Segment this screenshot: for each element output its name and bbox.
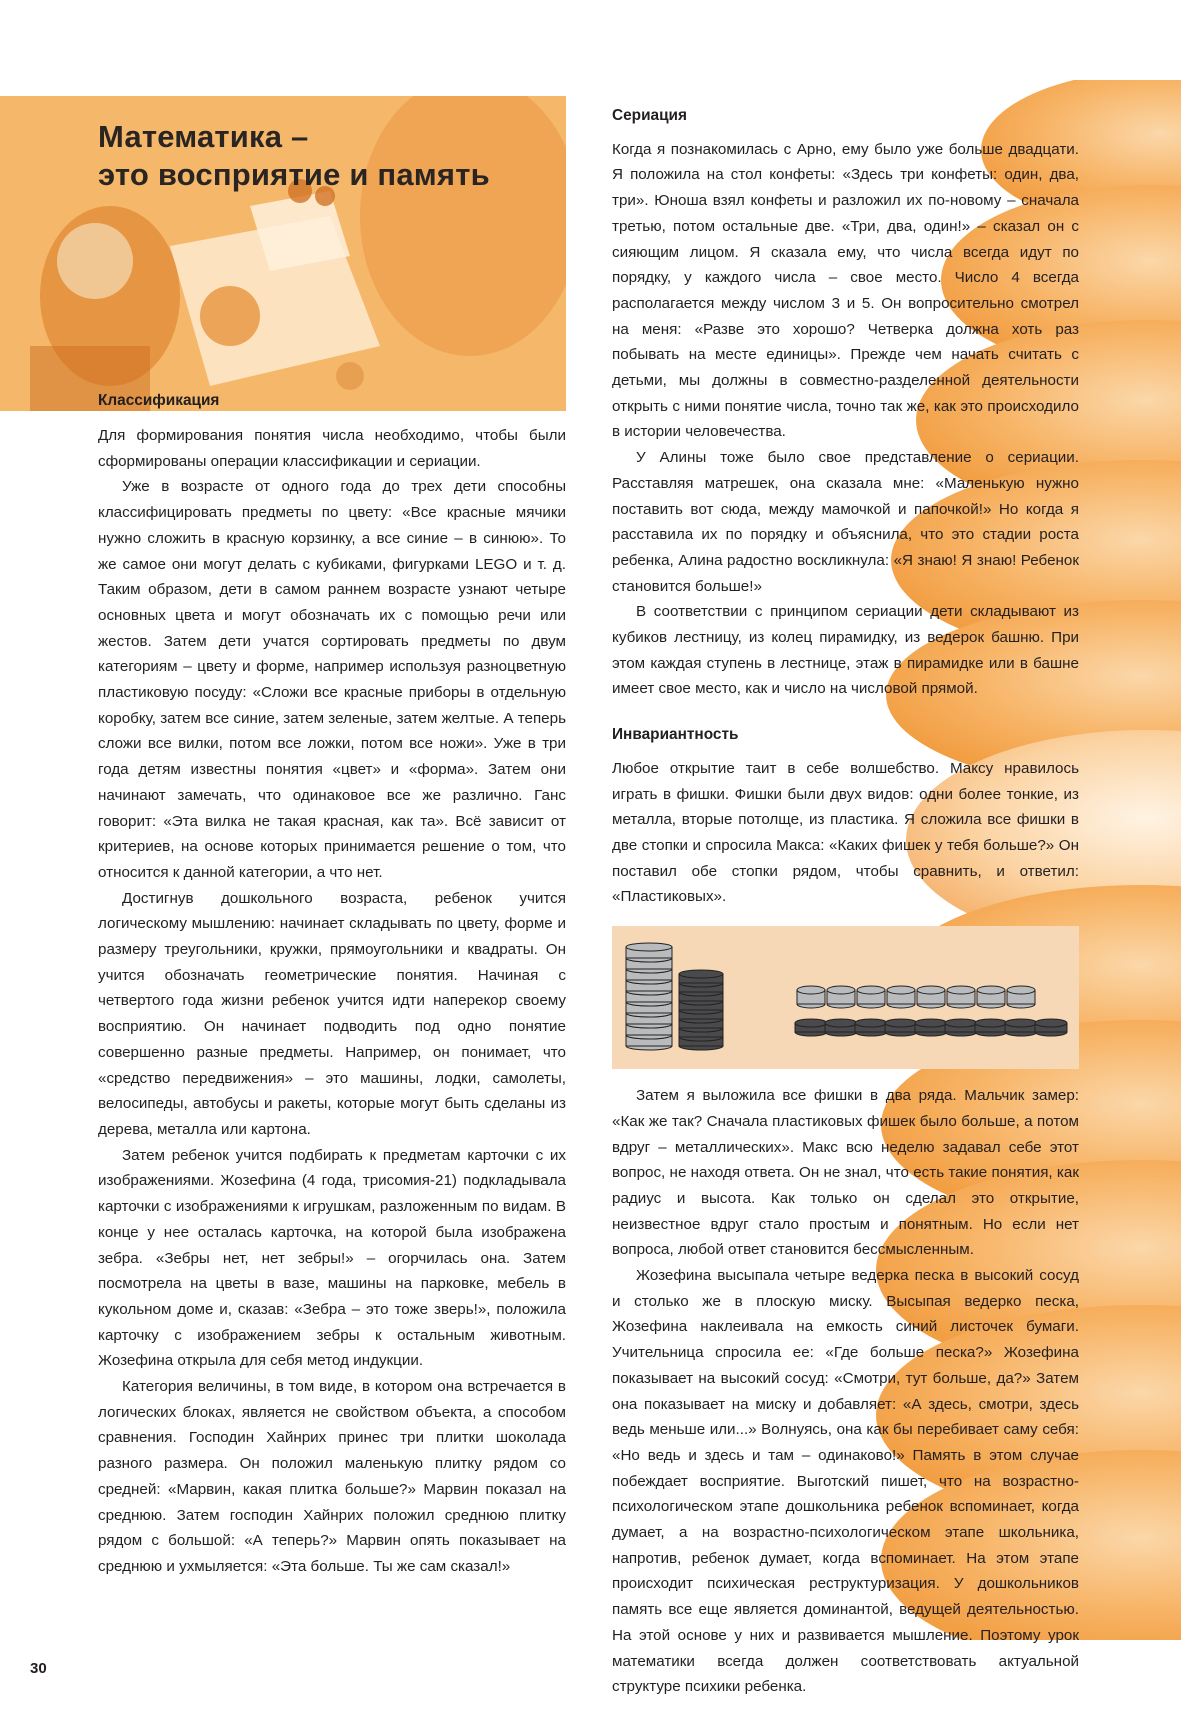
right-column [612,103,1079,1700]
metal-chip-row [915,1019,947,1036]
metal-chip-row [885,1019,917,1036]
metal-chip-row [975,1019,1007,1036]
paragraph: Когда я познакомилась с Арно, ему было уже больше двадцати. Я положила на стол конфеты: «Здесь три конфеты: один, два, три». Юноша взял конфеты и разложил их по-новому – сначала третью, потом остальные две. «Три, два, один!» – сказал он с сияющим лицом. Я сказала ему, что числа всегда идут по порядку, у каждого числа – свое место. Число 4 всегда располагается между числом 3 и 5. Он вопросительно смотрел на меня: «Разве это хорошо? Четверка должна хоть раз побывать на месте единицы». Прежде чем начать считать с детьми, мы должны в совместно-разделенной деятельности открыть с ними понятие числа, точно так же, как это происходило в истории человечества. [612,140,1079,441]
plastic-chip-row [917,986,945,1008]
plastic-chip-row [797,986,825,1008]
paragraph: В соответствии с принципом сериации дети складывают из кубиков лестницу, из колец пирамидку, из ведерок башню. При этом каждая ступень в лестнице, этаж в пирамидке или в башне имеет свое место, как и число на числовой прямой. [612,603,1079,698]
plastic-chip-row [1007,986,1035,1008]
paragraph: Категория величины, в том виде, в котором она встречается в логических блоках, является не свойством объекта, а способом сравнения. Господин Хайнрих принес три плитки шоколада разного размера. Он положил маленькую плитку рядом со средней: «Марвин, какая плитка больше?» Марвин показал на среднюю. Затем господин Хайнрих положил среднюю плитку рядом с большой: «А теперь?» Марвин опять показывает на среднюю и ухмыляется: «Эта больше. Ты же сам сказал!» [98,1378,566,1575]
chips-figure [612,926,1079,1069]
metal-chip-row [1035,1019,1067,1036]
plastic-chip-row [947,986,975,1008]
seriation-heading: Сериация [612,107,687,124]
paragraph: Для формирования понятия числа необходимо, чтобы были сформированы операции классификации и сериации. [98,427,566,470]
title-line-2: это восприятие и память [98,157,490,192]
title-line-1: Математика – [98,119,309,154]
plastic-chip-row [887,986,915,1008]
plastic-chip-stacked [626,943,672,962]
metal-chip-stacked [679,970,723,987]
paragraph: Жозефина высыпала четыре ведерка песка в высокий сосуд и столько же в плоскую миску. Высыпая ведерко песка, Жозефина наклеивала на емкость синий листочек бумаги. Учительница спросила ее: «Где больше песка?» Жозефина показывает на высокий сосуд: «Смотри, тут больше, да?» Затем она показывает на миску и добавляет: «А здесь, смотри, здесь ведь меньше или...» Волнуясь, она как бы перебивает саму себя: «Но ведь и здесь и там – одинаково!» Память в этом случае побеждает восприятие. Выготский пишет, что на возрастно-психологическом этапе дошкольника ребенок вспоминает, когда думает, а на возрастно-психологическом этапе школьника, напротив, ребенок думает, когда вспоминает. На этом этапе происходит психическая реструктуризация. У дошкольников память все еще является доминантой, ведущей деятельностью. На этой основе у них и развивается мышление. Поэтому урок математики всегда должен соответствовать актуальной структуре психики ребенка. [612,1267,1079,1696]
left-column [98,423,566,1580]
page-title [98,118,490,194]
metal-chip-row [825,1019,857,1036]
paragraph: Любое открытие таит в себе волшебство. Максу нравилось играть в фишки. Фишки были двух видов: одни более тонкие, из металла, вторые потолще, из пластика. Я сложила все фишки в две стопки и спросила Макса: «Каких фишек у тебя больше?» Он поставил обе стопки рядом, чтобы сравнить, и ответил: «Пластиковых». [612,759,1079,906]
paragraph: Затем ребенок учится подбирать к предметам карточки с их изображениями. Жозефина (4 года, трисомия-21) подкладывала карточки с изображениями к игрушкам, разложенным по видам. В конце у нее осталась карточка, на которой была изображена зебра. «Зебры нет, нет зебры!» – огорчилась она. Затем посмотрела на цветы в вазе, машины на парковке, мебель в кукольном доме и, сказав: «Зебра – это тоже зверь!», положила карточку с изображением зебры к остальным животным. Жозефина открыла для себя метод индукции. [98,1146,566,1370]
metal-chip-row [795,1019,827,1036]
paragraph: У Алины тоже было свое представление о сериации. Расставляя матрешек, она сказала мне: «Маленькую нужно поставить вот сюда, между мамочкой и папочкой!» Но когда я расставила их по порядку и объяснила, что это стадии роста ребенка, Алина радостно воскликнула: «Я знаю! Я знаю! Ребенок становится больше!» [612,449,1079,595]
classification-heading: Классификация [98,392,220,409]
invariance-heading: Инвариантность [612,726,739,744]
chips-illustration [612,926,1079,1069]
plastic-chip-row [977,986,1005,1008]
paragraph: Уже в возрасте от одного года до трех дети способны классифицировать предметы по цвету: «Все красные мячики нужно сложить в красную корзинку, а все синие – в синюю». То же самое они могут делать с кубиками, фигурками LEGO и т. д. Таким образом, дети в самом раннем возрасте узнают четыре основных цвета и могут обозначать их с помощью речи или жестов. Затем дети учатся сортировать предметы по двум категориям – цвету и форме, например используя разноцветную пластиковую посуду: «Сложи все красные приборы в отдельную коробку, затем все синие, затем зеленые, затем желтые. А теперь сложи все вилки, потом все ложки, потом все ножи». Уже в три года детям известны понятия «цвет» и «форма». Затем они начинают замечать, что одинаковое все же различно. Ганс говорит: «Эта вилка не такая красная, как та». Всё зависит от критериев, на основе которых принимается решение о том, что относится к данной категории, а что нет. [98,478,566,881]
plastic-chip-row [857,986,885,1008]
metal-chip-row [1005,1019,1037,1036]
paragraph: Затем я выложила все фишки в два ряда. Мальчик замер: «Как же так? Сначала пластиковых фишек было больше, а потом вдруг – металлических». Макс всю неделю задавал себе этот вопрос, не находя ответа. Он не знал, что есть такие понятия, как радиус и высота. Как только он сделал это открытие, неизвестное вдруг стало простым и понятным. Но если нет вопроса, любой ответ становится бессмысленным. [612,1087,1079,1259]
metal-chip-row [855,1019,887,1036]
page-number: 30 [30,1660,47,1677]
paragraph: Достигнув дошкольного возраста, ребенок учится логическому мышлению: начинает складывать по цвету, форме и размеру треугольники, кружки, прямоугольники и квадраты. Он учится обозначать геометрические понятия. Начиная с четвертого года жизни ребенок учится идти наперекор своему восприятию. Он начинает подводить под одно понятие совершенно разные предметы. Например, он понимает, что «средство передвижения» – это машины, лодки, самолеты, велосипеды, автобусы и ракеты, которые могут быть сделаны из дерева, металла или картона. [98,889,566,1138]
metal-chip-row [945,1019,977,1036]
plastic-chip-row [827,986,855,1008]
